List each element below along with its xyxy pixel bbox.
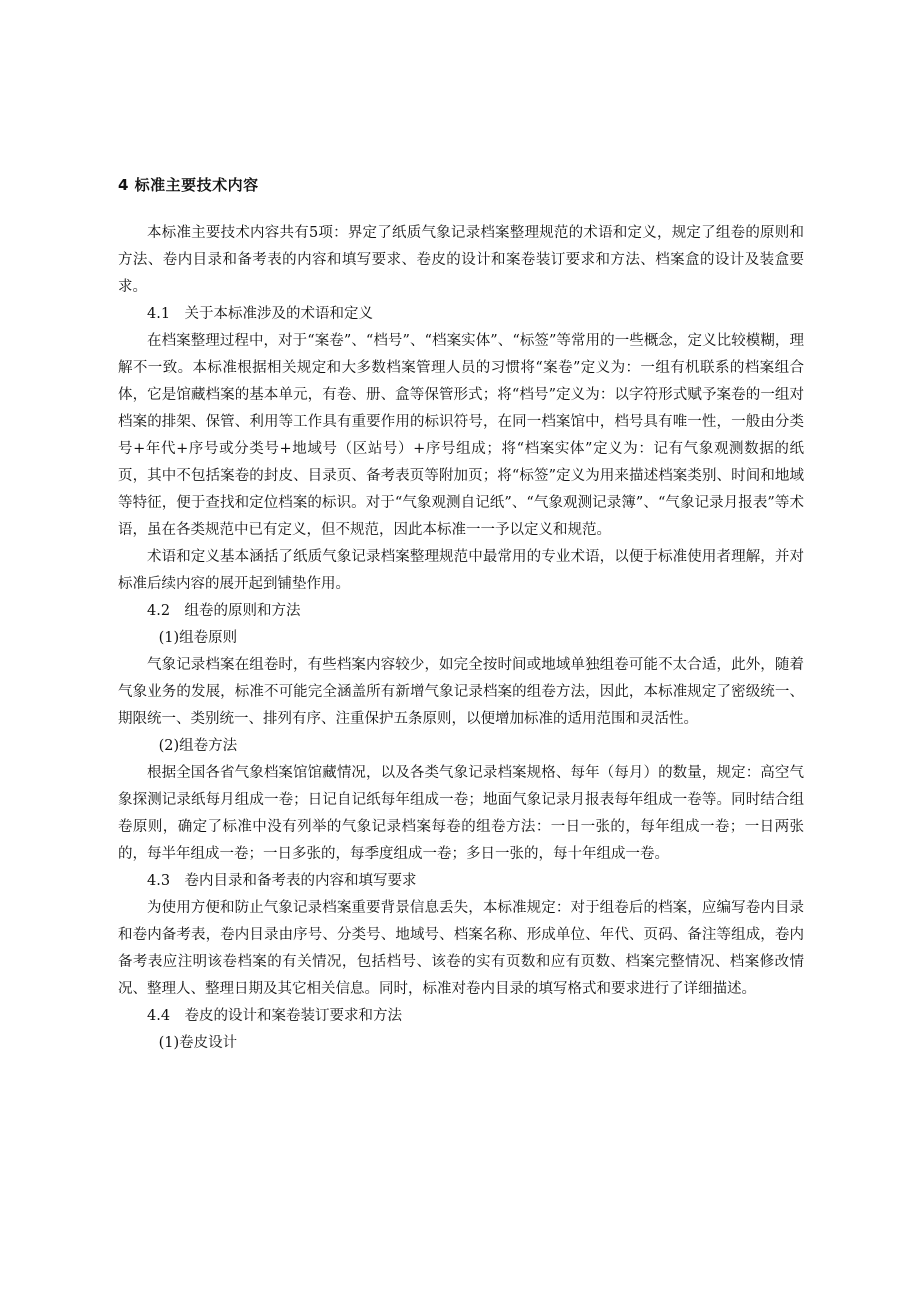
subsection-grouping-principles: (1)组卷原则 xyxy=(158,630,238,646)
intro-paragraph: 本标准主要技术内容共有5项：界定了纸质气象记录档案整理规范的术语和定义，规定了组卷的原则和方法、卷内目录和备考表的内容和填写要求、卷皮的设计和案卷装订要求和方法、档案盒的设计及装盒要求。 xyxy=(118,225,804,295)
section-4-2-title: 4.2 组卷的原则和方法 xyxy=(147,603,301,619)
subsection-grouping-methods: (2)组卷方法 xyxy=(158,738,238,754)
grouping-principles-paragraph: 气象记录档案在组卷时，有些档案内容较少，如完全按时间或地域单独组卷可能不太合适，此外，随着气象业务的发展，标准不可能完全涵盖所有新增气象记录档案的组卷方法，因此，本标准规定了密级统一、期限统一、类别统一、排列有序、注重保护五条原则，以便增加标准的适用范围和灵活性。 xyxy=(118,657,804,727)
section-4-4-title: 4.4 卷皮的设计和案卷装订要求和方法 xyxy=(147,1008,403,1024)
body-text xyxy=(118,220,804,1057)
catalog-paragraph: 为使用方便和防止气象记录档案重要背景信息丢失，本标准规定：对于组卷后的档案，应编写卷内目录和卷内备考表，卷内目录由序号、分类号、地域号、档案名称、形成单位、年代、页码、备注等组成，卷内备考表应注明该卷档案的有关情况，包括档号、该卷的实有页数和应有页数、档案完整情况、档案修改情况、整理人、整理日期及其它相关信息。同时，标准对卷内目录的填写格式和要求进行了详细描述。 xyxy=(118,900,804,997)
terms-definition-paragraph: 在档案整理过程中，对于“案卷”、“档号”、“档案实体”、“标签”等常用的一些概念，定义比较模糊，理解不一致。本标准根据相关规定和大多数档案管理人员的习惯将“案卷”定义为：一组有机联系的档案组合体，它是馆藏档案的基本单元，有卷、册、盒等保管形式；将“档号”定义为：以字符形式赋予案卷的一组对档案的排架、保管、利用等工作具有重要作用的标识符号，在同一档案馆中，档号具有唯一性，一般由分类号+年代+序号或分类号+地域号（区站号）+序号组成；将“档案实体”定义为：记有气象观测数据的纸页，其中不包括案卷的封皮、目录页、备考表页等附加页；将“标签”定义为用来描述档案类别、时间和地域等特征，便于查找和定位档案的标识。对于“气象观测自记纸”、“气象观测记录簿”、“气象记录月报表”等术语，虽在各类规范中已有定义，但不规范，因此本标准一一予以定义和规范。 xyxy=(118,333,804,538)
section-4-3-title: 4.3 卷内目录和备考表的内容和填写要求 xyxy=(147,873,417,889)
grouping-methods-paragraph: 根据全国各省气象档案馆馆藏情况，以及各类气象记录档案规格、每年（每月）的数量，规定：高空气象探测记录纸每月组成一卷；日记自记纸每年组成一卷；地面气象记录月报表每年组成一卷等。同时结合组卷原则，确定了标准中没有列举的气象记录档案每卷的组卷方法：一日一张的，每年组成一卷；一日两张的，每半年组成一卷；一日多张的，每季度组成一卷；多日一张的，每十年组成一卷。 xyxy=(118,765,804,862)
subsection-cover-design: (1)卷皮设计 xyxy=(158,1035,238,1051)
terms-summary-paragraph: 术语和定义基本涵括了纸质气象记录档案整理规范中最常用的专业术语，以便于标准使用者理解，并对标准后续内容的展开起到铺垫作用。 xyxy=(118,549,804,592)
section-4-1-title: 4.1 关于本标准涉及的术语和定义 xyxy=(147,306,374,322)
section-heading: 4 标准主要技术内容 xyxy=(118,176,259,194)
